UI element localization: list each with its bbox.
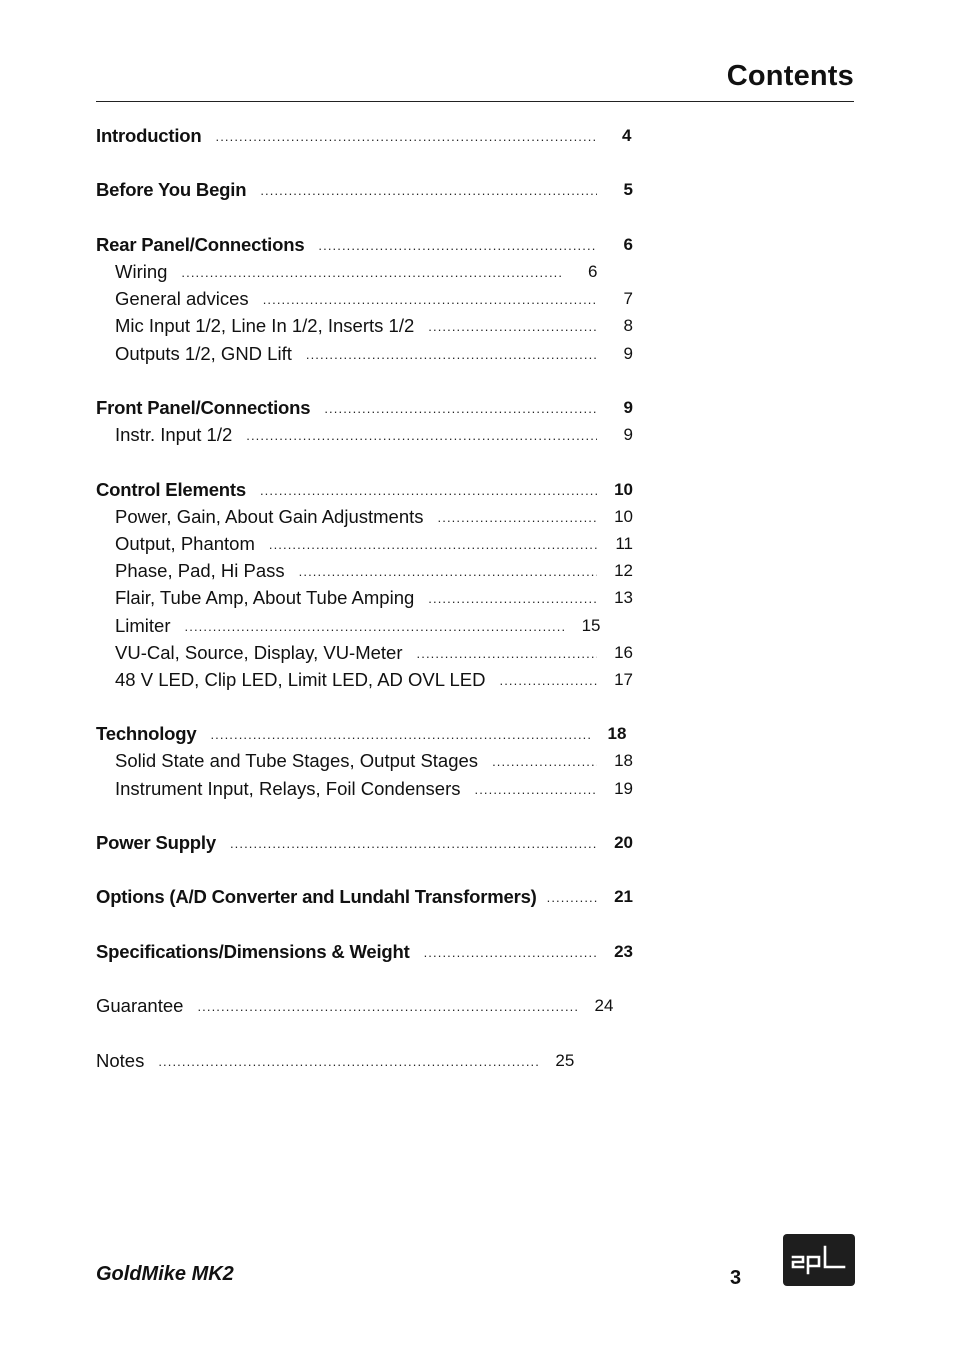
toc-entry-label: Options (A/D Converter and Lundahl Transformers): [96, 886, 537, 907]
dot-leader: [475, 780, 598, 800]
toc-entry-label: Rear Panel/Connections: [96, 234, 305, 255]
toc-entry-label: Introduction: [96, 125, 202, 146]
toc-entry-label: Front Panel/Connections: [96, 397, 311, 418]
dot-leader: [216, 127, 596, 147]
toc-entry-page: 20: [614, 833, 633, 852]
toc-subentry: [115, 339, 633, 365]
toc-subentry: [115, 502, 633, 528]
toc-entry-page: 23: [614, 942, 633, 961]
toc-entry-label: Phase, Pad, Hi Pass: [115, 560, 285, 581]
toc-entry-page: 21: [614, 887, 633, 906]
toc-entry: [96, 991, 633, 1017]
toc-subentry: [115, 529, 633, 555]
toc-entry-page: 12: [614, 561, 633, 580]
toc-entry-label: Limiter: [115, 615, 171, 636]
toc-entry-label: Power Supply: [96, 832, 216, 853]
toc-entry-page: 10: [614, 480, 633, 499]
toc-entry-page: 18: [607, 724, 627, 743]
toc-entry-page: 17: [614, 670, 633, 689]
toc-entry-label: Guarantee: [96, 995, 184, 1016]
footer-page-number: 3: [730, 1267, 742, 1289]
toc-entry-page: 9: [623, 344, 633, 363]
dot-leader: [492, 752, 597, 772]
dot-leader: [246, 426, 597, 446]
dot-leader: [230, 834, 597, 854]
toc-entry-label: Instrument Input, Relays, Foil Condensers: [115, 778, 461, 799]
title-divider: [96, 101, 854, 102]
toc-subentry: [115, 284, 633, 310]
toc-subentry: [115, 556, 633, 582]
toc-subentry: [115, 611, 633, 637]
spl-logo-icon: [783, 1234, 855, 1286]
dot-leader: [197, 997, 577, 1017]
toc-entry-page: 11: [615, 534, 633, 553]
toc-entry-page: 16: [614, 643, 633, 662]
toc-entry-page: 9: [623, 398, 633, 417]
dot-leader: [547, 888, 597, 908]
toc-entry: [96, 1046, 633, 1072]
dot-leader: [417, 644, 597, 664]
toc-entry-page: 18: [614, 751, 633, 770]
dot-leader: [428, 589, 597, 609]
toc-entry-page: 4: [622, 126, 632, 145]
toc-entry-page: 7: [623, 289, 633, 308]
toc-entry-page: 15: [581, 616, 601, 635]
toc-entry-label: Control Elements: [96, 479, 246, 500]
toc-subentry: [115, 665, 633, 691]
toc-subentry: [115, 638, 633, 664]
toc-entry: [96, 719, 633, 745]
toc-entry: [96, 175, 633, 201]
toc-entry-page: 9: [623, 425, 633, 444]
dot-leader: [428, 317, 597, 337]
toc-entry: [96, 475, 633, 501]
toc-entry-page: 5: [623, 180, 633, 199]
dot-leader: [306, 345, 597, 365]
toc-subentry: [115, 583, 633, 609]
dot-leader: [500, 671, 598, 691]
toc-entry-label: Notes: [96, 1050, 145, 1071]
toc-entry-label: General advices: [115, 288, 249, 309]
toc-entry-page: 8: [623, 316, 633, 335]
toc-entry-label: Mic Input 1/2, Line In 1/2, Inserts 1/2: [115, 315, 415, 336]
page-title: Contents: [726, 60, 854, 92]
toc-entry-label: Instr. Input 1/2: [115, 424, 233, 445]
toc-entry: [96, 882, 633, 908]
dot-leader: [299, 562, 597, 582]
toc-subentry: [115, 746, 633, 772]
footer-product-name: GoldMike MK2: [96, 1263, 234, 1285]
toc-entry-page: 25: [555, 1051, 575, 1070]
toc-entry-label: Output, Phantom: [115, 533, 255, 554]
dot-leader: [324, 399, 597, 419]
dot-leader: [181, 263, 561, 283]
dot-leader: [210, 725, 590, 745]
toc-entry-page: 10: [614, 507, 633, 526]
toc-entry-page: 13: [614, 588, 633, 607]
toc-subentry: [115, 774, 633, 800]
toc-entry: [96, 828, 633, 854]
toc-entry-label: Outputs 1/2, GND Lift: [115, 343, 292, 364]
dot-leader: [185, 617, 565, 637]
toc-entry-label: Flair, Tube Amp, About Tube Amping: [115, 587, 415, 608]
dot-leader: [263, 290, 597, 310]
toc-entry-page: 24: [594, 996, 614, 1015]
toc-subentry: [115, 257, 633, 283]
toc-entry-page: 6: [623, 235, 633, 254]
toc-subentry: [115, 311, 633, 337]
toc-entry-label: Specifications/Dimensions & Weight: [96, 941, 410, 962]
toc-entry: [96, 230, 633, 256]
toc-subentry: [115, 420, 633, 446]
toc-entry-page: 6: [587, 262, 598, 281]
toc-entry-label: Before You Begin: [96, 179, 247, 200]
toc-entry-label: Power, Gain, About Gain Adjustments: [115, 506, 424, 527]
toc-entry-page: 19: [614, 779, 633, 798]
dot-leader: [158, 1052, 538, 1072]
dot-leader: [260, 181, 597, 201]
toc-entry-label: 48 V LED, Clip LED, Limit LED, AD OVL LED: [115, 669, 486, 690]
toc-entry-label: Technology: [96, 723, 197, 744]
dot-leader: [424, 943, 597, 963]
dot-leader: [260, 481, 597, 501]
dot-leader: [269, 535, 597, 555]
spl-logo: [783, 1234, 855, 1286]
toc-entry: [96, 121, 633, 147]
dot-leader: [438, 508, 597, 528]
toc-entry-label: Solid State and Tube Stages, Output Stages: [115, 750, 479, 771]
toc-entry: [96, 393, 633, 419]
toc-entry-label: VU-Cal, Source, Display, VU-Meter: [115, 642, 403, 663]
dot-leader: [318, 236, 597, 256]
toc-entry-label: Wiring: [115, 261, 168, 282]
toc-entry: [96, 937, 633, 963]
